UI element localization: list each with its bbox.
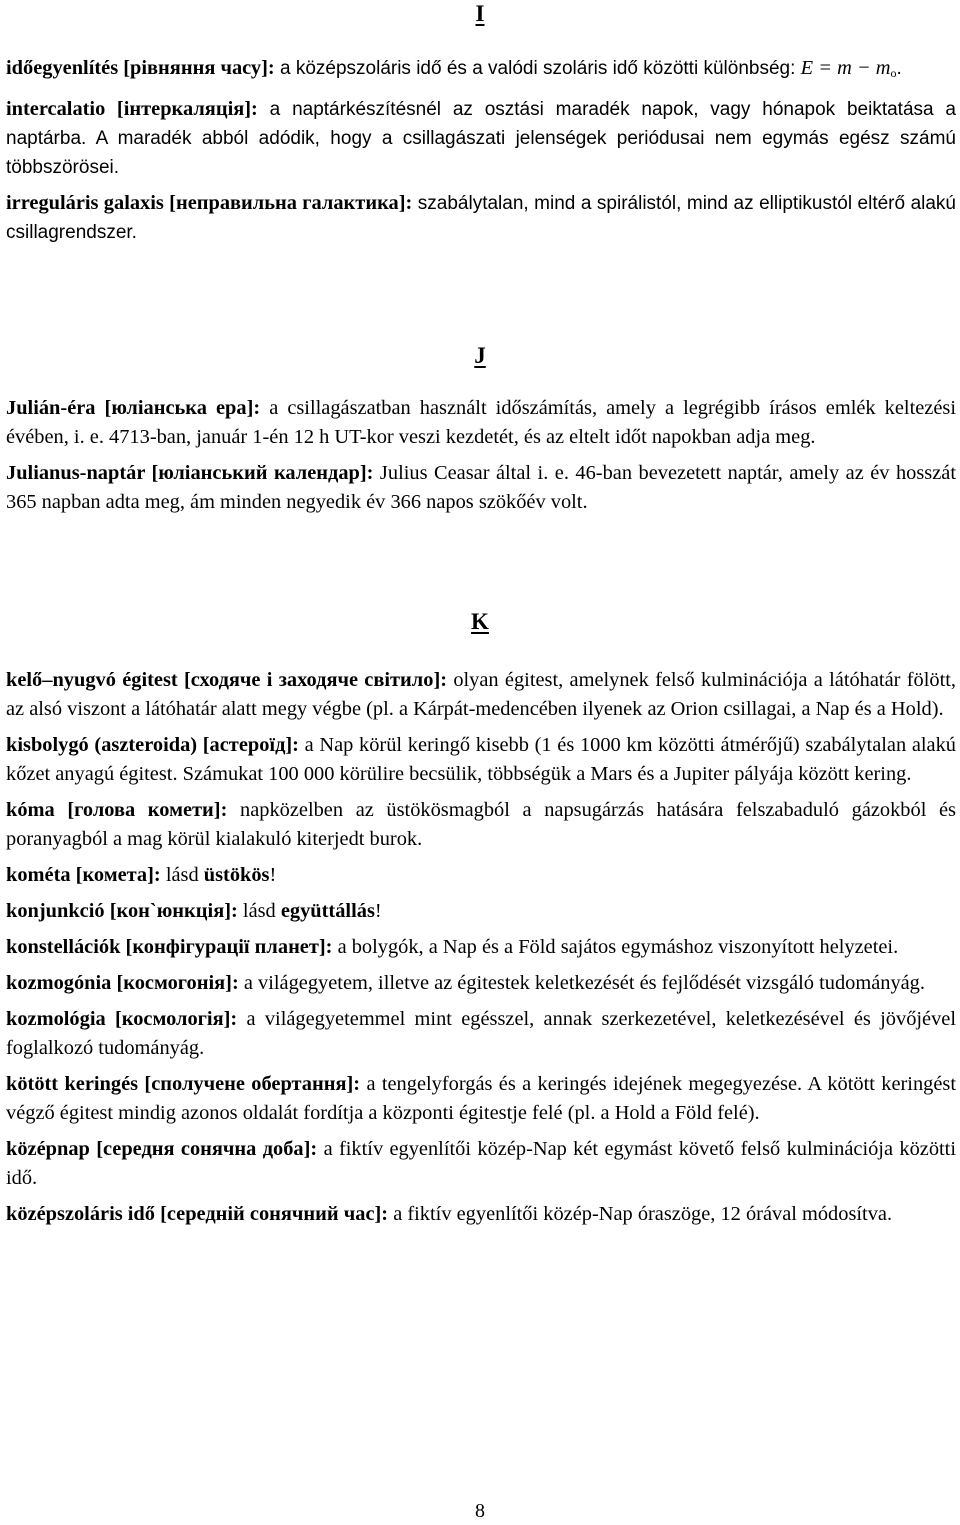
entry-kozmogonia xyxy=(6,969,956,998)
entry-kelo-nyugvo-egitest xyxy=(6,666,956,724)
entry-kozepnap xyxy=(6,1135,956,1193)
entry-definition: napközelben az üstökösmagból a napsugárzás hatására felszabaduló gázokból és poranyagból a mag körül kialakuló kiterjedt burok. xyxy=(6,799,956,850)
entry-koma xyxy=(6,796,956,854)
equation-of-time-formula xyxy=(801,57,897,79)
entry-kotott-keringes xyxy=(6,1070,956,1128)
entry-definition: a világegyetem, illetve az égitestek keletkezését és fejlődését vizsgáló tudományág. xyxy=(238,972,925,994)
entry-definition: a fiktív egyenlítői közép-Nap óraszöge, 12 órával módosítva. xyxy=(388,1203,893,1225)
entry-julian-era xyxy=(6,394,956,452)
entry-julianus-naptar xyxy=(6,459,956,517)
entry-definition: a naptárkészítésnél az osztási maradék napok, vagy hónapok beiktatása a naptárba. A maradék abból adódik, hogy a csillagászati jelenségek periódusai nem egymás egész számú többszörösei. xyxy=(6,99,956,178)
entry-term: középszoláris idő [середній сонячний час]: xyxy=(6,1203,389,1225)
cross-reference: együttállás xyxy=(280,900,375,922)
entry-term: kozmológia [космологія]: xyxy=(6,1008,238,1030)
entry-definition: a csillagászatban használt időszámítás, amely a legrégibb írásos emlék keltezési évében, i. e. 4713-ban, január 1-én 12 h UT-kor veszi kezdetét, és az eltelt időt napokban adja meg. xyxy=(6,397,956,448)
entry-definition: a Nap körül keringő kisebb (1 és 1000 km közötti átmérőjű) szabálytalan alakú kőzet anyagú égitest. Számukat 100 000 körülire becsülik, többségük a Mars és a Jupiter pályája között kering. xyxy=(6,734,956,785)
entry-term: konstellációk [конфігурації планет]: xyxy=(6,936,333,958)
entry-definition: olyan égitest, amelynek felső kulminációja a látóhatár fölött, az alsó viszont a látóhatár alatt megy végbe (pl. a Kárpát-medencében ilyenek az Orion csillagai, a Nap és a Hold). xyxy=(6,669,956,720)
entry-term: kóma [голова комети]: xyxy=(6,799,228,821)
entry-term: időegyenlítés [рівняння часу]: xyxy=(6,57,275,79)
entry-term: Julianus-naptár [юліанський календар]: xyxy=(6,462,374,484)
formula-main: E = m − m xyxy=(800,57,891,79)
entry-term: kisbolygó (aszteroida) [астероїд]: xyxy=(6,734,299,756)
entry-term: Julián-éra [юліанська ера]: xyxy=(6,397,261,419)
entry-term: irreguláris galaxis [неправильна галактика]: xyxy=(6,192,413,214)
entry-suffix: ! xyxy=(374,900,382,922)
formula-subscript: o xyxy=(890,66,897,80)
entry-term: kozmogónia [космогонія]: xyxy=(6,972,239,994)
entry-intercalatio xyxy=(6,95,956,182)
entry-definition: a bolygók, a Nap és a Föld sajátos egymáshoz viszonyított helyzetei. xyxy=(332,936,899,958)
section-heading-j: J xyxy=(474,343,486,368)
section-heading-i: I xyxy=(475,1,485,26)
cross-reference: üstökös xyxy=(203,864,270,886)
entry-definition: lásd xyxy=(160,864,204,886)
entry-term: kométa [комета]: xyxy=(6,864,161,886)
entry-term: intercalatio [інтеркаляція]: xyxy=(6,98,258,120)
entry-kozmologia xyxy=(6,1005,956,1063)
entry-term: konjunkció [кон`юнкція]: xyxy=(6,900,238,922)
entry-kisbolygo xyxy=(6,731,956,789)
entry-definition: a középszoláris idő és a valódi szoláris idő közötti különbség: xyxy=(274,58,801,79)
entry-kozepszolaris-ido xyxy=(6,1200,956,1229)
entry-idoegyenlites xyxy=(6,54,956,88)
entry-term: középnap [середня сонячна доба]: xyxy=(6,1138,318,1160)
entry-definition: a világegyetemmel mint egésszel, annak szerkezetével, keletkezésével és jövőjével foglalkozó tudományág. xyxy=(6,1008,957,1059)
entry-definition: a fiktív egyenlítői közép-Nap két egymást követő felső kulminációja közötti idő. xyxy=(6,1138,957,1189)
entry-suffix: . xyxy=(896,58,902,79)
entry-konstellaciok xyxy=(6,933,956,962)
page-number: 8 xyxy=(475,1500,485,1522)
entry-term: kelő–nyugvó égitest [сходяче і заходяче світило]: xyxy=(6,669,448,691)
entry-kometa xyxy=(6,861,956,890)
entry-konjunkcio xyxy=(6,897,956,926)
entry-definition: Julius Ceasar által i. e. 46-ban bevezetett naptár, amely az év hosszát 365 napban adta meg, ám minden negyedik év 366 napos szökőév volt. xyxy=(6,462,956,513)
entry-irregularis-galaxis xyxy=(6,189,956,247)
section-j-entries xyxy=(6,394,956,524)
entry-definition: szabálytalan, mind a spirálistól, mind az elliptikustól eltérő alakú csillagrendszer. xyxy=(6,193,956,243)
section-heading-k: K xyxy=(471,609,489,634)
entry-term: kötött keringés [сполучене обертання]: xyxy=(6,1073,361,1095)
entry-suffix: ! xyxy=(269,864,277,886)
entry-definition: a tengelyforgás és a keringés idejének megegyezése. A kötött keringést végző égitest mindig azonos oldalát fordítja a központi égitestje felé (pl. a Hold a Föld felé). xyxy=(6,1073,956,1124)
section-k-entries xyxy=(6,666,956,1236)
section-i-entries xyxy=(6,54,956,254)
entry-definition: lásd xyxy=(237,900,281,922)
